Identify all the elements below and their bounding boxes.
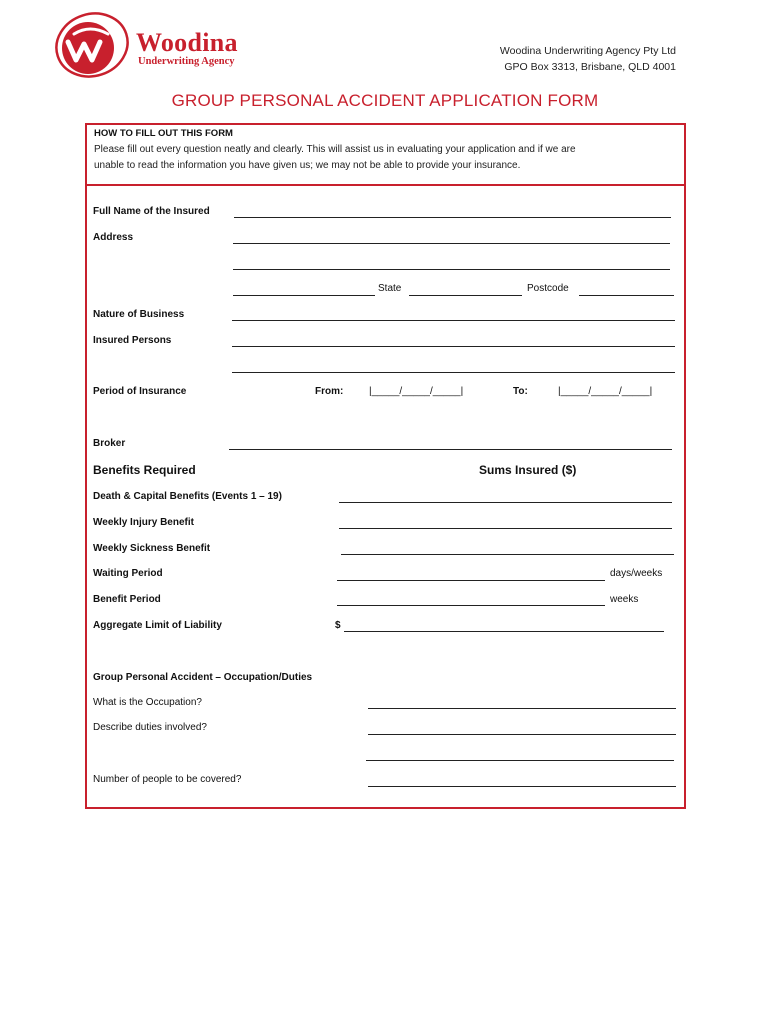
death-capital-label: Death & Capital Benefits (Events 1 – 19) — [93, 491, 282, 502]
to-date-field[interactable]: |_____/_____/_____| — [558, 386, 653, 397]
instructions-heading: HOW TO FILL OUT THIS FORM — [94, 128, 233, 139]
waiting-period-label: Waiting Period — [93, 568, 163, 579]
postcode-label: Postcode — [527, 283, 569, 294]
logo-tagline: Underwriting Agency — [138, 56, 235, 67]
aggregate-limit-label: Aggregate Limit of Liability — [93, 620, 222, 631]
death-capital-field[interactable] — [339, 502, 672, 503]
suburb-field[interactable] — [233, 295, 375, 296]
describe-duties-label: Describe duties involved? — [93, 722, 207, 733]
sums-insured-heading: Sums Insured ($) — [479, 463, 577, 477]
insured-persons-label: Insured Persons — [93, 335, 172, 346]
weekly-sickness-field[interactable] — [341, 554, 674, 555]
benefit-period-unit: weeks — [610, 594, 639, 605]
number-covered-field[interactable] — [368, 786, 676, 787]
what-occupation-label: What is the Occupation? — [93, 697, 202, 708]
broker-field[interactable] — [229, 449, 672, 450]
nature-of-business-label: Nature of Business — [93, 309, 185, 320]
company-name: Woodina Underwriting Agency Pty Ltd — [499, 45, 676, 57]
waiting-period-unit: days/weeks — [610, 568, 663, 579]
insured-persons-field-2[interactable] — [232, 372, 675, 373]
from-label: From: — [315, 386, 344, 397]
state-label: State — [378, 283, 402, 294]
logo-name: Woodina — [136, 28, 238, 57]
address-line-2-field[interactable] — [233, 269, 670, 270]
weekly-sickness-label: Weekly Sickness Benefit — [93, 543, 211, 554]
benefit-period-field[interactable] — [337, 605, 605, 606]
occupation-heading: Group Personal Accident – Occupation/Duties — [93, 672, 313, 683]
period-of-insurance-label: Period of Insurance — [93, 386, 187, 397]
form-title: GROUP PERSONAL ACCIDENT APPLICATION FORM — [171, 91, 599, 110]
aggregate-limit-field[interactable] — [344, 631, 664, 632]
full-name-field[interactable] — [234, 217, 671, 218]
address-label: Address — [93, 232, 134, 243]
to-label: To: — [513, 386, 528, 397]
postcode-field[interactable] — [579, 295, 674, 296]
full-name-label: Full Name of the Insured — [93, 206, 210, 217]
duties-field-1[interactable] — [368, 734, 676, 735]
currency-symbol: $ — [335, 620, 341, 631]
woodina-logo-mark — [54, 12, 130, 78]
instructions-line-1: Please fill out every question neatly and clearly. This will assist us in evaluating your application and if we are — [94, 144, 576, 155]
weekly-injury-label: Weekly Injury Benefit — [93, 517, 194, 528]
insured-persons-field-1[interactable] — [232, 346, 675, 347]
instructions-line-2: unable to read the information you have given us; we may not be able to provide your insurance. — [94, 160, 521, 171]
waiting-period-field[interactable] — [337, 580, 605, 581]
weekly-injury-field[interactable] — [339, 528, 672, 529]
number-covered-label: Number of people to be covered? — [93, 774, 242, 785]
company-address: GPO Box 3313, Brisbane, QLD 4001 — [504, 61, 676, 73]
nature-of-business-field[interactable] — [232, 320, 675, 321]
occupation-field[interactable] — [368, 708, 676, 709]
benefits-heading: Benefits Required — [93, 463, 196, 477]
from-date-field[interactable]: |_____/_____/_____| — [369, 386, 464, 397]
broker-label: Broker — [93, 438, 126, 449]
duties-field-2[interactable] — [366, 760, 674, 761]
address-line-1-field[interactable] — [233, 243, 670, 244]
benefit-period-label: Benefit Period — [93, 594, 161, 605]
state-field[interactable] — [409, 295, 522, 296]
